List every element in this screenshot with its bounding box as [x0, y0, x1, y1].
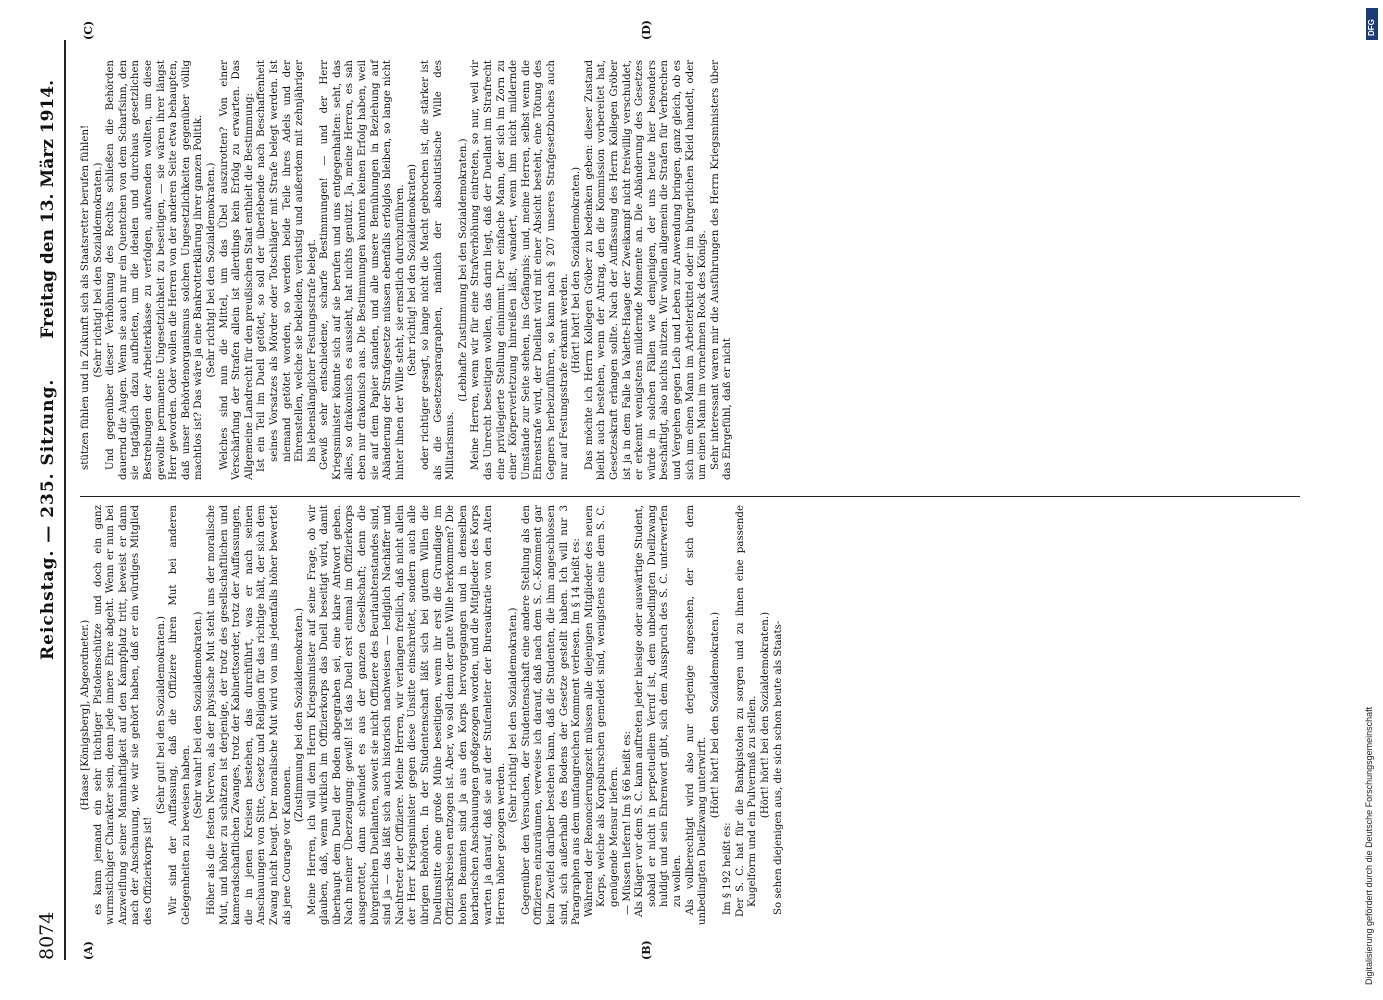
interjection: (Sehr wahr! bei den Sozialdemokraten.) — [193, 611, 205, 819]
interjection: (Sehr richtig! bei den Sozialdemokraten) — [407, 164, 419, 376]
paragraph: Im § 192 heißt es: — [722, 822, 734, 915]
paragraph: Welches sind nun die Mittel, um das Übel auszurotten? Von einer Verschärfung der Strafen allein ist allerdings kein Erfolg zu erwarten. Das Allgemeine Landrecht für den preußischen Staat enthielt die Bestimmung: — [218, 60, 255, 480]
speaker-note: (Haase [Königsberg], Abgeordneter.) — [80, 619, 91, 811]
paragraph: Wir sind der Auffassung, daß die Offiziere ihren Mut bei anderen Gelegenheiten zu beweisen haben. — [168, 505, 192, 925]
interjection: (Sehr richtig! bei den Sozialdemokraten.) — [205, 162, 217, 378]
interjection: (Hört! hört! bei den Sozialdemokraten.) — [709, 611, 721, 819]
credit-text: Digitalisierung gefördert durch die Deutsche Forschungsgemeinschaft — [1364, 706, 1374, 985]
page-number: 8074 — [36, 911, 58, 960]
paragraph: Und gegenüber dieser Verhöhnung des Rechts schließen die Behörden dauernd die Augen. Wenn sie auch nur ein Quentchen von dem Scharfsinn, den sie tagtäglich dazu aufbieten, um die idealen und durchaus gesetzlichen Bestrebungen der Arbeiterklasse zu verfolgen, aufwenden wollten, um diese gewollte permanente Ungesetzlichkeit zu beseitigen, — sie wären ihrer längst Herr geworden. Oder wollen die Herren von der anderen Seite etwa behaupten, daß unser Behördenorganismus solchen Ungesetzlichkeiten gegenüber völlig machtlos ist? Das wäre ja eine Bankrotterklärung ihrer ganzen Politik. — [105, 60, 205, 480]
margin-mark-c: (C) — [82, 20, 95, 40]
paragraph: Gewiß sehr entschiedene, scharfe Bestimmungen! — und der Herr Kriegsminister könnte sich auf sie berufen und uns entgegenhalten: seht, das alles, so drakonisch es aussieht, hat nichts genützt. Ja, meine Herren, es sah eben nur drakonisch aus. Die Bestimmungen konnten keinen Erfolg haben, weil sie auf dem Papier standen, und alle unsere Bemühungen in Beziehung auf Abänderung der Strafgesetze müssen ebenfalls erfolglos bleiben, so lange nicht hinter ihnen der Wille steht, sie ernstlich durchzuführen. — [319, 60, 406, 480]
page-date: Freitag den 13. März 1914. — [38, 80, 58, 339]
paragraph: Meine Herren, ich will dem Herrn Kriegsminister auf seine Frage, ob wir glauben, daß, wenn wirklich im Offizierkorps das Duell beseitigt wird, damit überhaupt dem Duell der Boden abgegraben sei, eine klare Antwort geben. Nach meiner Überzeugung: gewiß! Ist das Duell erst einmal im Offizierkorps ausgerottet, dann schwindet es aus der ganzen Gesellschaft; denn die bürgerlichen Duellanten, soweit sie nicht Offiziere des Beurlaubtenstandes sind, sind ja — das läßt sich auch historisch nachweisen — lediglich Nachäffer und Nachtreter der Offiziere. Meine Herren, wir verlangen freilich, daß nicht allein der Herr Kriegsminister gegen diese Unsitte einschreitet, sondern auch alle übrigen Behörden. In der Studentenschaft läßt sich bei gutem Willen die Duellunsitte ohne große Mühe beseitigen, wenn ihr erst die Grundlage im Offizierskreisen entzogen ist. Aber, wo soll denn der gute Wille herkommen? Die hohen Beamten sind ja aus den Korps hervorgegangen und in denselben barbarischen Anschauungen großgezogen worden, und die Mitglieder des Korps warten ja darauf, daß sie auf der Stufenleiter der Bureaukratie von den Alten Herren höher gezogen werden. — [306, 505, 507, 925]
margin-mark-d: (D) — [640, 20, 653, 40]
interjection: (Hört! hört! bei den Sozialdemokraten.) — [571, 166, 583, 374]
interjection: (Sehr gut! bei den Sozialdemokraten.) — [155, 616, 167, 814]
paragraph: So sehen diejenigen aus, die sich schon heute als Staats- — [772, 620, 784, 915]
paragraph: Meine Herren, wenn wir für eine Strafverhöhung eintreten, so nur, weil wir das Unrecht beseitigen wollen, das darin liegt, daß der Duellant im Strafrecht eine privilegierte Stellung einnimmt. Der einfache Mann, der sich im Zorn zu einer Körperverletzung hinreißen läßt, wandert, wenn ihm nicht mildernde Umstände zur Seite stehen, ins Gefängnis; und, meine Herren, selbst wenn die Ehrenstrafe wird, der Duellant wird mit einer Absicht besteht, eine Tötung des Gegners herbeizuführen, so kann nach § 207 unseres Strafgesetzbuches auch nur auf Festungsstrafe erkannt werden. — [470, 60, 570, 480]
margin-mark-b: (B) — [640, 940, 653, 960]
paragraph: Sehr interessant waren mir die Ausführungen des Herrn Kriegsministers über das Ehrgefühl, daß er nicht — [709, 60, 734, 480]
paragraph: es kann jemand ein sehr tüchtiger Pistolenschütze und doch ein ganz wurmstichiger Charakter sein, denn jede innere Ehre abgeht. Wenn er nun bei Anzweiflung seiner Mannhaftigkeit auf den Kampfplatz tritt, beweist er dann nach der Anschauung, wie wir sie gehört haben, daß er ein würdiges Mitglied des Offizierkorps ist! — [92, 505, 154, 925]
paragraph: Höher als die festen Nerven, als der physische Mut steht uns der moralische Mut, und höher zu schätzen ist derjenige, der trotz des gesellschaftlichen und kameradschaftlichen Zwanges, trotz der Kabinettsorder, trotz der Auffassungen, die in jenen Kreisen bestehen, das durchführt, was er nach seinen Anschauungen von Sitte, Gesetz und Religion für das richtige hält, der sich dem Zwang nicht beugt. Der moralische Mut wird von uns jedenfalls höher bewertet als jene Courage vor Kanonen. — [205, 505, 293, 925]
interjection: (Lebhafte Zustimmung bei den Sozialdemokraten.) — [457, 138, 469, 402]
interjection: (Sehr richtig! bei den Sozialdemokraten.) — [508, 607, 520, 823]
interjection: (Zustimmung bei den Sozialdemokraten.) — [294, 607, 306, 823]
interjection: (Sehr richtig! bei den Sozialdemokraten.) — [92, 162, 104, 378]
paragraph: stützen fühlen und in Zukunft sich als Staatsretter berufen fühlen! — [80, 124, 91, 470]
paragraph: — Müssen liefern! Im § 66 heißt es: — [621, 731, 633, 915]
paragraph: Gegenüber den Versuchen, der Studentenschaft eine andere Stellung als den Offizieren einzuräumen, verweise ich darauf, daß nach dem S. C.-Komment gar kein Zweifel darüber bestehen kann, daß die Studenten, die ihm angeschlossen sind, sich außerhalb des Bodens der Gesetze gestellt haben. Ich will nur 3 Paragraphen aus dem umfangreichen Komment verlesen. Im § 14 heißt es: — [520, 505, 583, 925]
page-header — [34, 40, 66, 960]
margin-mark-a: (A) — [82, 941, 95, 960]
right-text-column — [80, 60, 735, 480]
paragraph: oder richtiger gesagt, so lange nicht die Macht gebrochen ist, die stärker ist als die Gesetzesparagraphen, nämlich der absolutistische Wille des Militarismus. — [420, 60, 457, 480]
paragraph: Als vollberechtigt wird also nur derjenige angesehen, der sich dem unbedingten Duellzwang unterwirft. — [684, 505, 709, 925]
quoted-statute: Der S. C. hat für die Bankpistolen zu sorgen und zu ihnen eine passende Kugelform und ein Pulvermaß zu stellen. — [734, 505, 759, 917]
quoted-statute: Ist ein Teil im Duell getötet, so soll der überlebende nach Beschaffenheit seines Vorsatzes als Mörder oder Totschläger mit Strafe belegt werden. Ist niemand getötet worden, so werden beide Teile ihres Adels und der Ehrenstellen, welche sie bekleiden, verlustig und außerdem mit zehnjähriger bis lebenslänglicher Festungsstrafe belegt. — [256, 60, 318, 472]
interjection: (Hört! hört! bei den Sozialdemokraten.) — [760, 611, 772, 819]
quoted-statute: Während der Renoncierungszeit müssen alle diejenigen Mitglieder des neuen Korps, welche als Korpsburschen gemeldet sind, wenigstens eine dem S. C. genügende Mensur liefern. — [583, 505, 620, 917]
page-title: Reichstag. — 235. Sitzung. — [38, 378, 58, 660]
digitization-credit — [1362, 10, 1378, 990]
quoted-statute: Als Kläger vor dem S. C. kann auftreten jeder hiesige oder auswärtige Student, sobald er nicht in perpetuellem Verruf ist, dem unbedingten Duellzwang huldigt und sein Ehrenwort gibt, sich dem Ausspruch des S. C. unterwerfen zu wollen. — [634, 505, 683, 917]
column-divider — [80, 496, 1300, 497]
left-text-column — [80, 505, 785, 925]
dfg-logo-text: DFG — [1367, 19, 1376, 36]
paragraph: Das möchte ich Herrn Kollegen Gröber zu bedenken geben: dieser Zustand bleibt auch bestehen, wenn der Antrag, den die Kommission vorbereitet hat, Gesetzeskraft erlangen sollte. Nach der Auffassung des Herrn Kollegen Gröber ist ja in dem Falle la Valette-Haage der Zweikampf nicht freiwillig verschuldet, er erkennt wenigstens mildernde Momente an. Die Abänderung des Gesetzes würde in solchen Fällen wie demjenigen, der uns heute hier besonders beschäftigt, also nichts nützen. Wir wollen allgemein die Strafen für Verbrechen und Vergehen gegen Leib und Leben zur Anwendung bringen, ganz gleich, ob es sich um einen Mann im Arbeiterkittel oder im bürgerlichen Kleid handelt, oder um einen Mann im vornehmen Rock des Königs. — [583, 60, 709, 480]
